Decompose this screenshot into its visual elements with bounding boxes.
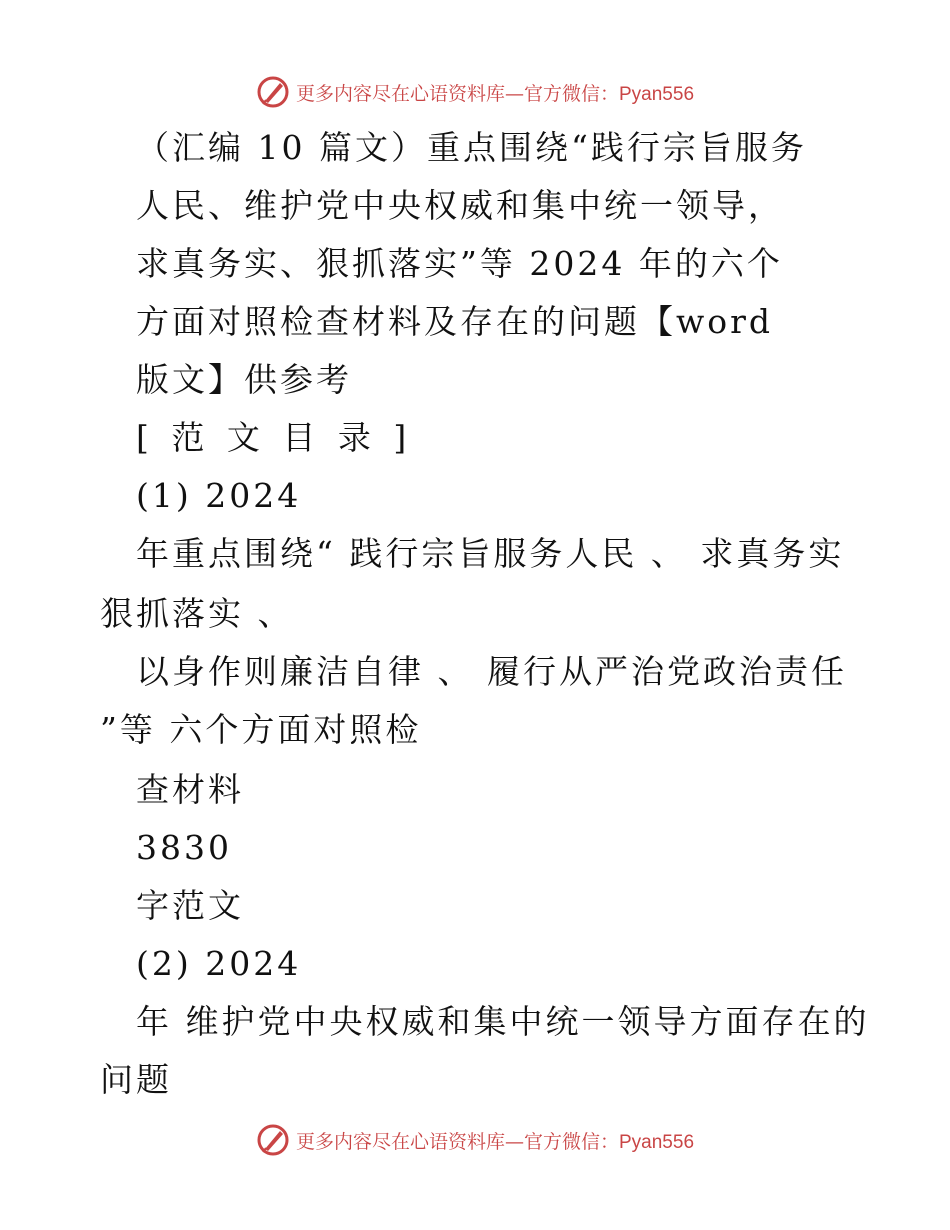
watermark-text: 更多内容尽在心语资料库—官方微信：Pyan556 bbox=[295, 1130, 695, 1153]
toc-heading: [ 范 文 目 录 ] bbox=[136, 418, 413, 457]
title-line-4: 方面对照检查材料及存在的问题【word bbox=[136, 302, 774, 341]
toc-item-1-number: (1) 2024 bbox=[136, 476, 302, 515]
toc-item-2-number: (2) 2024 bbox=[136, 944, 302, 983]
toc-item-2-line-1: 年 维护党中央权威和集中统一领导方面存在的 bbox=[136, 1002, 870, 1041]
toc-item-1-line-2: 狠抓落实 、 bbox=[100, 594, 294, 633]
title-line-1: （汇编 10 篇文）重点围绕“践行宗旨服务 bbox=[136, 128, 807, 167]
toc-item-2-line-2: 问题 bbox=[100, 1060, 172, 1099]
toc-item-1-line-6: 字范文 bbox=[136, 886, 244, 925]
toc-item-1-line-5: 查材料 bbox=[136, 770, 244, 809]
quill-logo-icon bbox=[256, 1123, 290, 1157]
toc-item-1-wordcount: 3830 bbox=[136, 828, 232, 867]
title-line-2: 人民、维护党中央权威和集中统一领导， bbox=[136, 186, 784, 225]
title-line-5: 版文】供参考 bbox=[136, 360, 352, 399]
watermark-text: 更多内容尽在心语资料库—官方微信：Pyan556 bbox=[295, 82, 695, 105]
quill-logo-icon bbox=[256, 75, 290, 109]
toc-item-1-line-1: 年重点围绕“ 践行宗旨服务人民 、 求真务实 bbox=[136, 534, 845, 573]
title-line-3: 求真务实、狠抓落实”等 2024 年的六个 bbox=[136, 244, 783, 283]
toc-item-1-line-3: 以身作则廉洁自律 、 履行从严治党政治责任 bbox=[136, 652, 847, 691]
toc-item-1-line-4: ”等 六个方面对照检 bbox=[100, 710, 422, 749]
watermark-footer bbox=[0, 1120, 950, 1160]
watermark-header bbox=[0, 72, 950, 112]
